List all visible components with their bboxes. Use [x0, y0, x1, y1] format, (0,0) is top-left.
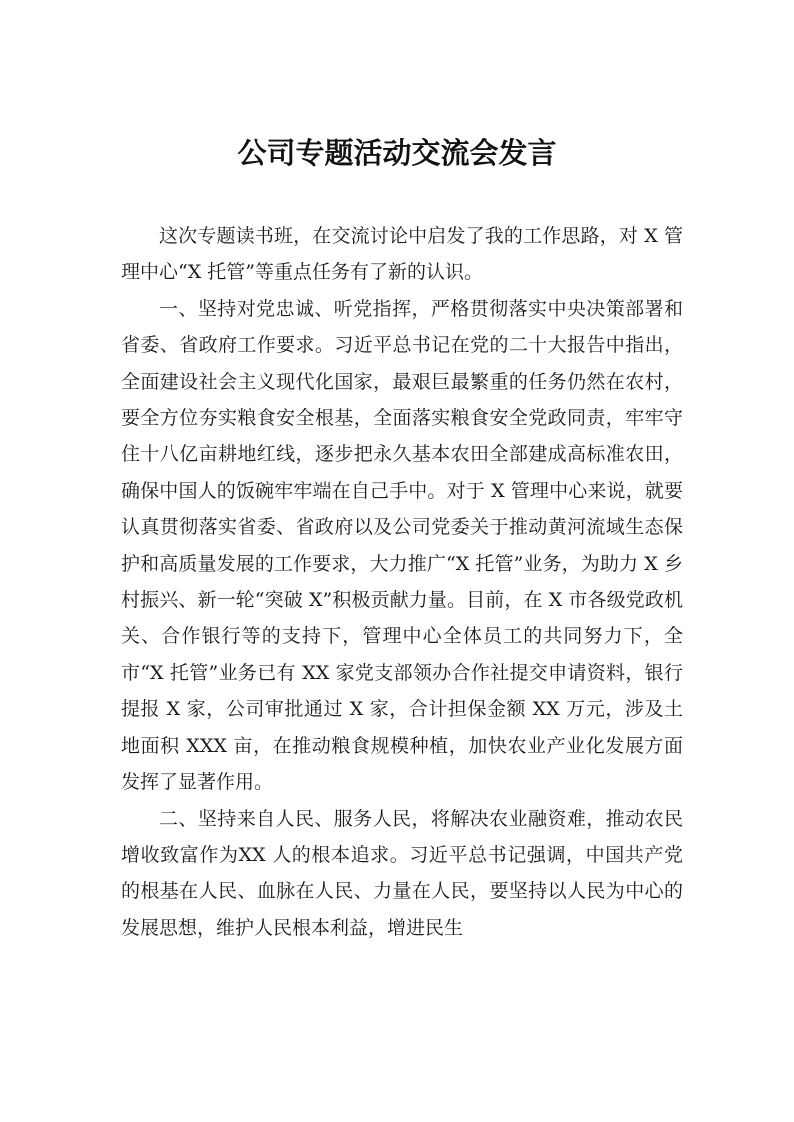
document-body [121, 218, 683, 946]
paragraph-section-two: 二、坚持来自人民、服务人民，将解决农业融资难，推动农民增收致富作为XX 人的根本追求。习近平总书记强调，中国共产党的根基在人民、血脉在人民、力量在人民，要坚持以人民为中心的发展思想，维护人民根本利益，增进民生 [121, 807, 683, 939]
paragraph-section-one: 一、坚持对党忠诚、听党指挥，严格贯彻落实中央决策部署和省委、省政府工作要求。习近平总书记在党的二十大报告中指出，全面建设社会主义现代化国家，最艰巨最繁重的任务仍然在农村，要全方位夯实粮食安全根基，全面落实粮食安全党政同责，牢牢守住十八亿亩耕地红线，逐步把永久基本农田全部建成高标准农田，确保中国人的饭碗牢牢端在自己手中。对于 X 管理中心来说，就要认真贯彻落实省委、省政府以及公司党委关于推动黄河流域生态保护和高质量发展的工作要求，大力推广“X 托管”业务，为助力 X 乡村振兴、新一轮“突破 X”积极贡献力量。目前，在 X 市各级党政机关、合作银行等的支持下，管理中心全体员工的共同努力下，全市“X 托管”业务已有 XX 家党支部领办合作社提交申请资料，银行提报 X 家，公司审批通过 X 家，合计担保金额 XX 万元，涉及土地面积 XXX 亩，在推动粮食规模种植，加快农业产业化发展方面发挥了显著作用。 [121, 297, 683, 794]
paragraph-intro: 这次专题读书班，在交流讨论中启发了我的工作思路，对 X 管理中心“X 托管”等重点任务有了新的认识。 [121, 225, 683, 284]
document-title: 公司专题活动交流会发言 [237, 136, 557, 170]
